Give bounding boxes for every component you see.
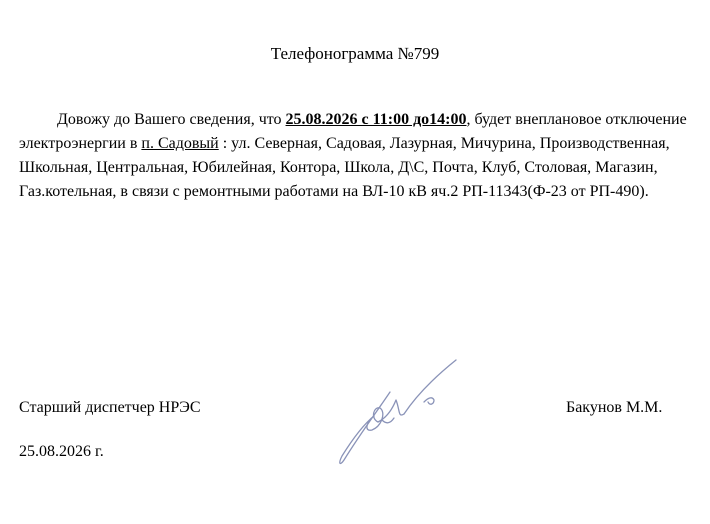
notice-lead: Довожу до Вашего сведения, что: [57, 111, 286, 128]
handwritten-signature: [330, 352, 470, 470]
settlement-name: п. Садовый: [141, 135, 219, 152]
notice-streets-and-reason: : ул. Северная, Садовая, Лазурная, Мичурина, Производственная, Школьная, Центральная, Юбилейная, Контора, Школа, Д\С, Почта, Клуб, Столовая, Магазин, Газ.котельная, в связи с ремонтными работами на ВЛ-10 кВ яч.2 РП-11343(Ф-23 от РП-490).: [19, 135, 670, 200]
document-title: Телефонограмма №799: [270, 44, 440, 63]
notice-after-date: , будет внеплановое отключение электроэнергии в: [19, 111, 687, 152]
signer-position: Старший диспетчер НРЭС: [19, 399, 201, 416]
outage-date-range: 25.08.2026 с 11:00 до14:00: [285, 111, 467, 128]
signer-name: Бакунов М.М.: [566, 399, 663, 416]
notice-paragraph: [19, 108, 699, 204]
signing-date: 25.08.2026 г.: [19, 443, 104, 460]
